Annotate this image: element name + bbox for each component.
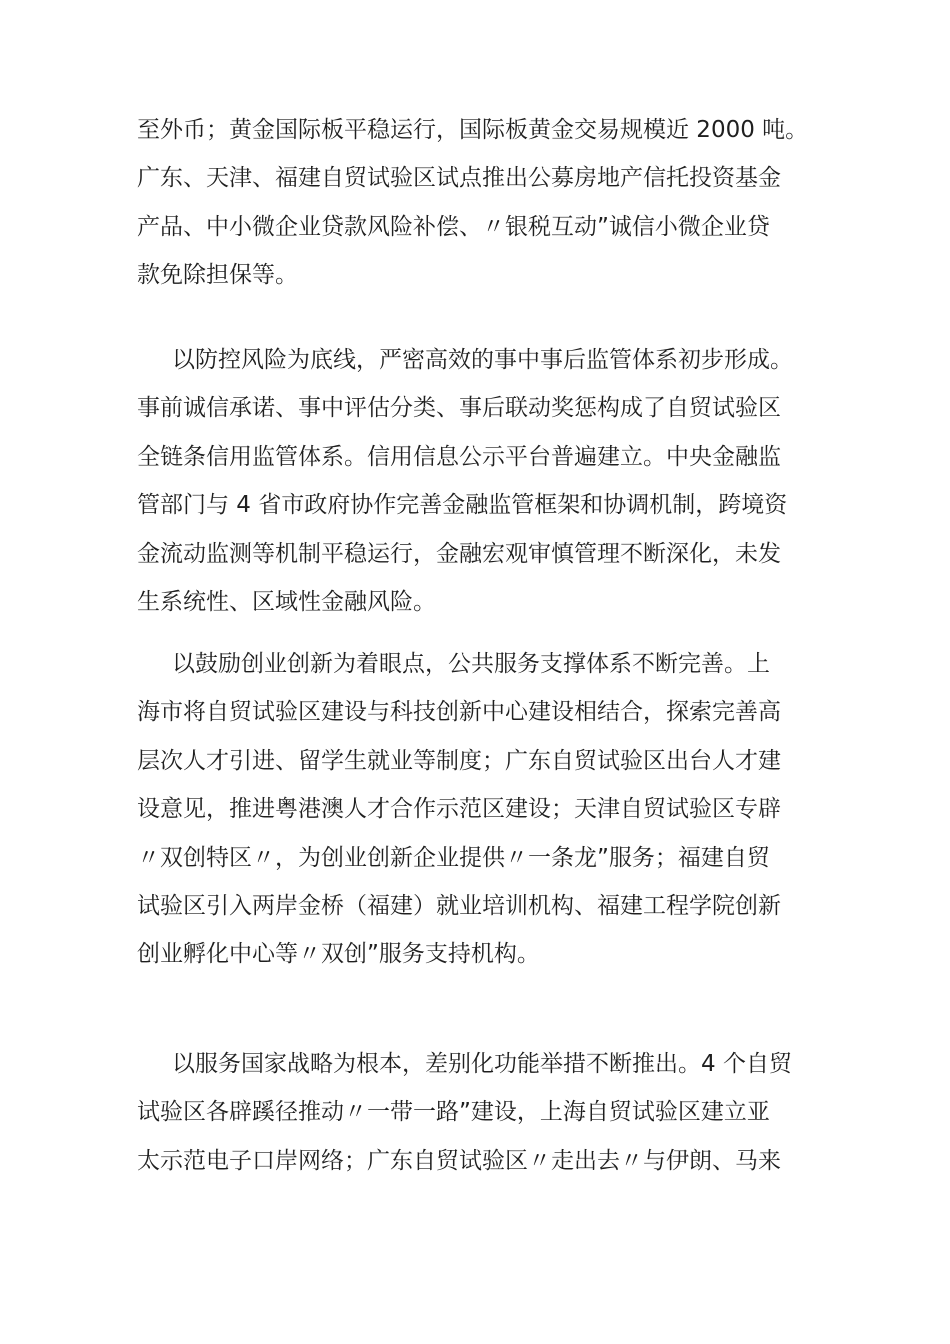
paragraph-line: 款免除担保等。	[137, 262, 298, 289]
paragraph-line: 以鼓励创业创新为着眼点，公共服务支撑体系不断完善。上	[172, 651, 770, 677]
paragraph-line: 金流动监测等机制平稳运行，金融宏观审慎管理不断深化，未发	[137, 540, 781, 567]
paragraph-line: 事前诚信承诺、事中评估分类、事后联动奖惩构成了自贸试验区	[137, 395, 781, 422]
paragraph-line: 至外币；黄金国际板平稳运行，国际板黄金交易规模近 2000 吨。	[137, 117, 809, 143]
paragraph-line: 设意见，推进粤港澳人才合作示范区建设；天津自贸试验区专辟	[137, 796, 781, 823]
paragraph-line: 层次人才引进、留学生就业等制度；广东自贸试验区出台人才建	[137, 747, 781, 774]
paragraph-line: 广东、天津、福建自贸试验区试点推出公募房地产信托投资基金	[137, 165, 781, 192]
paragraph-line: 创业孵化中心等〃双创”服务支持机构。	[137, 941, 540, 968]
paragraph-line: 海市将自贸试验区建设与科技创新中心建设相结合，探索完善高	[137, 699, 781, 726]
paragraph-line: 以防控风险为底线，严密高效的事中事后监管体系初步形成。	[172, 347, 793, 373]
paragraph-line: 以服务国家战略为根本，差别化功能举措不断推出。4 个自贸	[172, 1051, 792, 1077]
paragraph-line: 试验区引入两岸金桥（福建）就业培训机构、福建工程学院创新	[137, 892, 781, 919]
paragraph-risk-control-supervision	[137, 336, 837, 626]
paragraph-line: 管部门与 4 省市政府协作完善金融监管框架和协调机制，跨境资	[137, 492, 788, 519]
paragraph-gold-board-and-pilot-products	[137, 106, 837, 300]
paragraph-line: 〃双创特区〃，为创业创新企业提供〃一条龙”服务；福建自贸	[137, 844, 770, 871]
paragraph-line: 生系统性、区域性金融风险。	[137, 588, 436, 615]
paragraph-line: 试验区各辟蹊径推动〃一带一路”建设，上海自贸试验区建立亚	[137, 1099, 770, 1126]
paragraph-line: 太示范电子口岸网络；广东自贸试验区〃走出去〃与伊朗、马来	[137, 1147, 781, 1174]
paragraph-line: 产品、中小微企业贷款风险补偿、〃银税互动”诚信小微企业贷	[137, 213, 770, 240]
paragraph-line: 全链条信用监管体系。信用信息公示平台普遍建立。中央金融监	[137, 443, 781, 470]
paragraph-innovation-public-services	[137, 640, 837, 979]
paragraph-national-strategy	[137, 1040, 837, 1185]
